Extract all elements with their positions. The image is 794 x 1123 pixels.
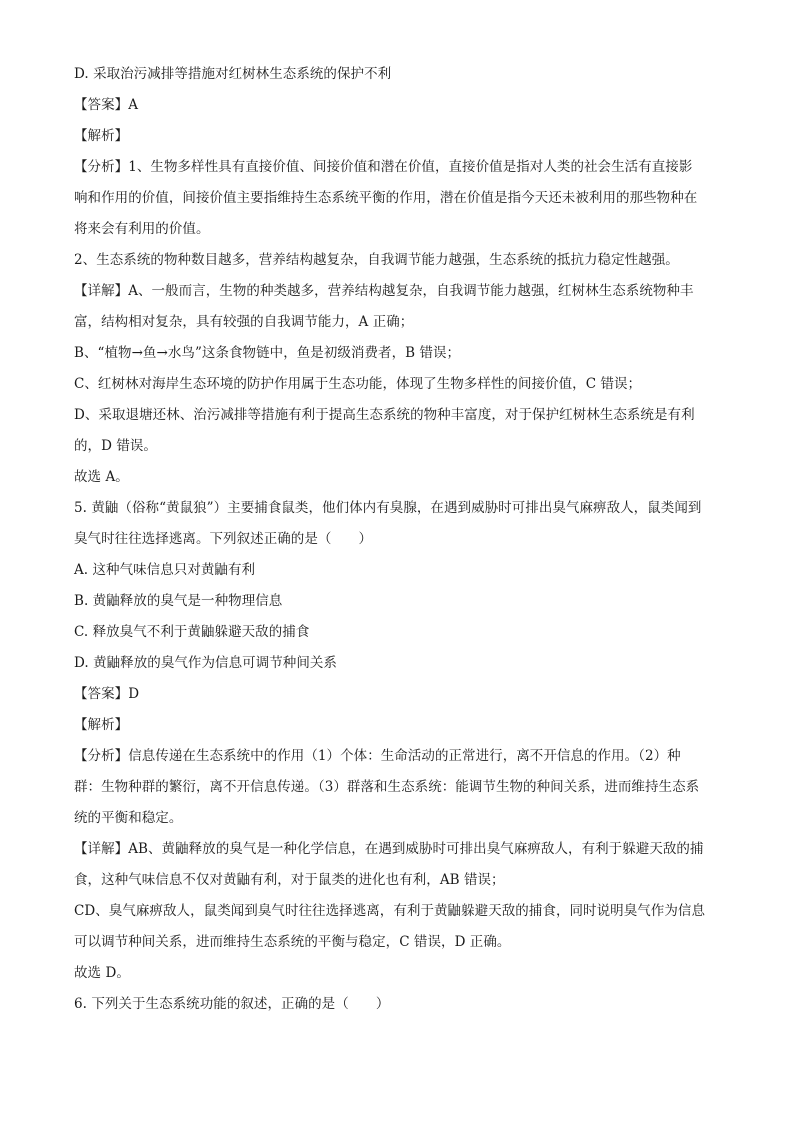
q5-option-a: [74, 560, 724, 580]
q4-fenxi-2: [74, 250, 724, 270]
q5-fenxi: [74, 746, 724, 828]
q4-analysis-heading: [74, 126, 724, 146]
text-line: 6. 下列关于生态系统功能的叙述，正确的是（ ）: [74, 996, 390, 1012]
q4-detail-d: [74, 405, 724, 456]
text-line: D. 采取治污减排等措施对红树林生态系统的保护不利: [74, 66, 392, 82]
q5-option-b: [74, 591, 724, 611]
text-line: 【分析】1、生物多样性具有直接价值、间接价值和潜在价值，直接价值是指对人类的社会生活有直接影: [74, 159, 693, 175]
text-line: 【详解】AB、黄鼬释放的臭气是一种化学信息，在遇到威胁时可排出臭气麻痹敌人，有利于躲避天敌的捕: [74, 841, 704, 857]
q4-answer: [74, 95, 724, 115]
q5-answer: [74, 684, 724, 704]
text-line: 臭气时往往选择逃离。下列叙述正确的是（ ）: [74, 531, 373, 547]
q5-option-d: [74, 653, 724, 673]
text-line: 群：生物种群的繁衍，离不开信息传递。（3）群落和生态系统：能调节生物的种间关系，进而维持生态系: [74, 779, 700, 795]
text-line: 【解析】: [74, 717, 129, 733]
text-line: 富，结构相对复杂，具有较强的自我调节能力，A 正确；: [74, 314, 414, 330]
text-line: 的，D 错误。: [74, 438, 157, 454]
text-line: 【分析】信息传递在生态系统中的作用（1）个体：生命活动的正常进行，离不开信息的作用。（2）种: [74, 748, 681, 764]
text-line: 【答案】A: [74, 97, 138, 113]
text-line: D. 黄鼬释放的臭气作为信息可调节种间关系: [74, 655, 337, 671]
text-line: 【解析】: [74, 128, 129, 144]
text-line: D、采取退塘还林、治污减排等措施有利于提高生态系统的物种丰富度，对于保护红树林生态系统是有利: [74, 407, 695, 423]
q5-conclusion: [74, 963, 724, 983]
text-line: 5. 黄鼬（俗称“黄鼠狼”）主要捕食鼠类，他们体内有臭腺，在遇到威胁时可排出臭气麻痹敌人，鼠类闻到: [74, 500, 702, 516]
q4-detail-a: [74, 281, 724, 332]
q4-option-d: [74, 64, 724, 84]
q5-detail-ab: [74, 839, 724, 890]
text-line: 将来会有利用的价值。: [74, 221, 210, 237]
text-line: 食，这种气味信息不仅对黄鼬有利，对于鼠类的进化也有利，AB 错误；: [74, 872, 505, 888]
text-line: 2、生态系统的物种数目越多，营养结构越复杂，自我调节能力越强，生态系统的抵抗力稳定性越强。: [74, 252, 679, 268]
document-page: [74, 64, 724, 1025]
text-line: 统的平衡和稳定。: [74, 810, 183, 826]
q5-analysis-heading: [74, 715, 724, 735]
text-line: A. 这种气味信息只对黄鼬有利: [74, 562, 256, 578]
q4-conclusion: [74, 467, 724, 487]
text-line: C、红树林对海岸生态环境的防护作用属于生态功能，体现了生物多样性的间接价值，C 错误；: [74, 376, 642, 392]
text-line: C. 释放臭气不利于黄鼬躲避天敌的捕食: [74, 624, 310, 640]
text-line: 可以调节种间关系，进而维持生态系统的平衡与稳定，C 错误，D 正确。: [74, 934, 511, 950]
text-line: B. 黄鼬释放的臭气是一种物理信息: [74, 593, 283, 609]
text-line: 故选 D。: [74, 965, 130, 981]
text-line: 【答案】D: [74, 686, 140, 702]
q5-detail-cd: [74, 901, 724, 952]
q4-detail-c: [74, 374, 724, 394]
text-line: 响和作用的价值，间接价值主要指维持生态系统平衡的作用，潜在价值是指今天还未被利用的那些物种在: [74, 190, 698, 206]
q4-fenxi-1: [74, 157, 724, 239]
q6-stem: [74, 994, 724, 1014]
text-line: B、“植物→鱼→水鸟”这条食物链中，鱼是初级消费者，B 错误；: [74, 345, 461, 361]
q5-stem: [74, 498, 724, 549]
text-line: 【详解】A、一般而言，生物的种类越多，营养结构越复杂，自我调节能力越强，红树林生态系统物种丰: [74, 283, 694, 299]
q5-option-c: [74, 622, 724, 642]
q4-detail-b: [74, 343, 724, 363]
text-line: CD、臭气麻痹敌人，鼠类闻到臭气时往往选择逃离，有利于黄鼬躲避天敌的捕食，同时说明臭气作为信息: [74, 903, 706, 919]
text-line: 故选 A。: [74, 469, 129, 485]
